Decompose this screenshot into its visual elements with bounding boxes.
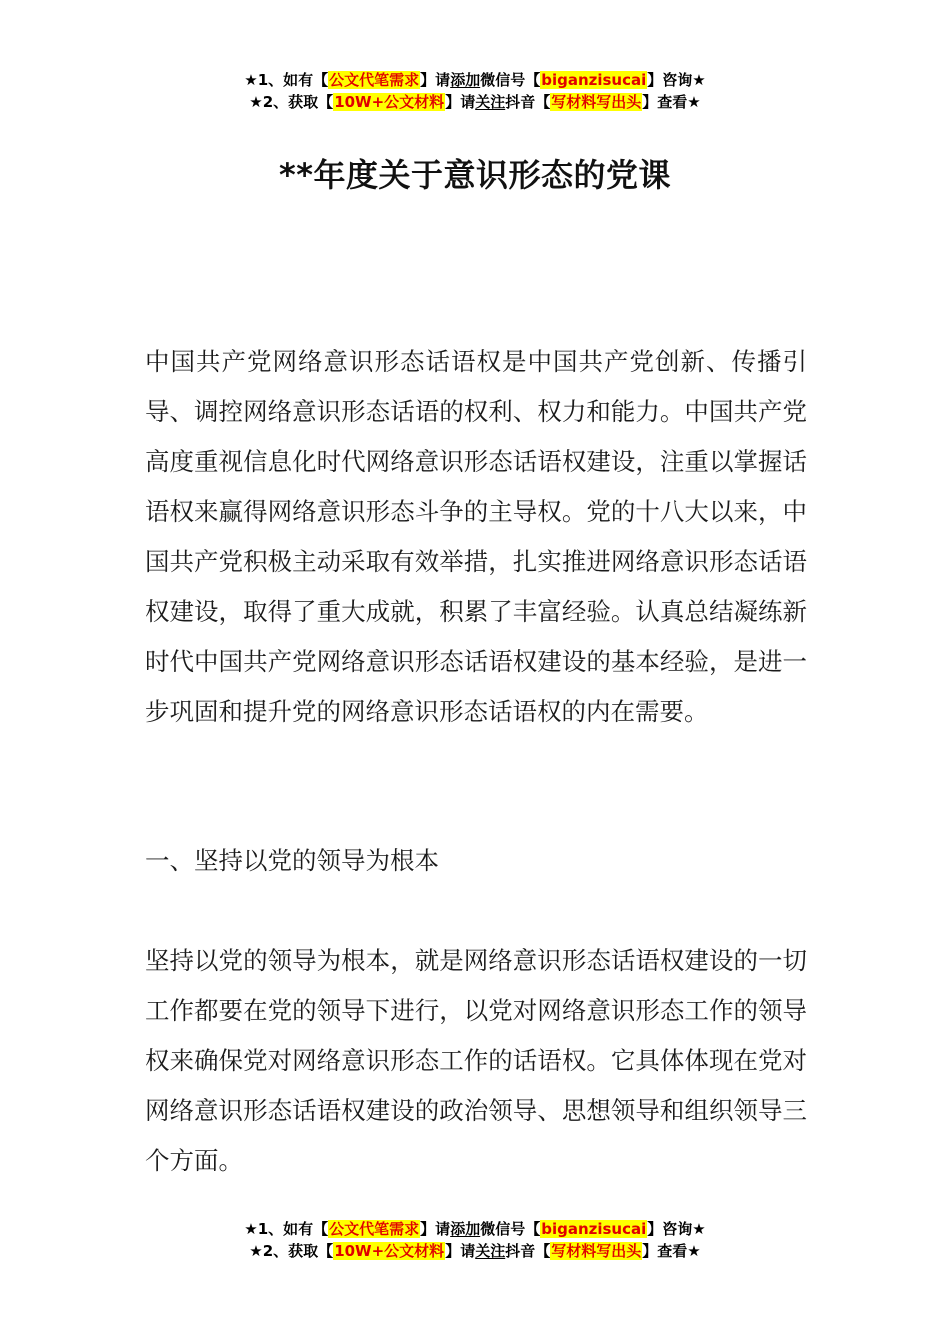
section-heading-1: 一、坚持以党的领导为根本 <box>145 846 439 875</box>
promo-line-1: ★1、如有【公文代笔需求】请添加微信号【biganzisucai】咨询★ <box>244 71 706 89</box>
paragraph-section-1: 坚持以党的领导为根本，就是网络意识形态话语权建设的一切工作都要在党的领导下进行，以党对网络意识形态工作的领导权来确保党对网络意识形态工作的话语权。它具体体现在党对网络意识形态话语权建设的政治领导、思想领导和组织领导三个方面。 <box>145 946 807 1175</box>
header-promo-banner <box>0 69 950 113</box>
promo-line-2: ★2、获取【10W+公文材料】请关注抖音【写材料写出头】查看★ <box>249 93 701 111</box>
promo-highlight-service: 公文代笔需求 <box>329 71 420 89</box>
footer-promo-banner <box>0 1218 950 1262</box>
promo-highlight-douyin: 写材料写出头 <box>551 1242 642 1260</box>
promo-highlight-wechat-id: biganzisucai <box>541 71 647 89</box>
promo-highlight-service: 公文代笔需求 <box>329 1220 420 1238</box>
promo-highlight-douyin: 写材料写出头 <box>551 93 642 111</box>
promo-highlight-materials: 10W+公文材料 <box>334 1242 445 1260</box>
promo-highlight-wechat-id: biganzisucai <box>541 1220 647 1238</box>
promo-line-1: ★1、如有【公文代笔需求】请添加微信号【biganzisucai】咨询★ <box>244 1220 706 1238</box>
promo-line-2: ★2、获取【10W+公文材料】请关注抖音【写材料写出头】查看★ <box>249 1242 701 1260</box>
paragraph-intro: 中国共产党网络意识形态话语权是中国共产党创新、传播引导、调控网络意识形态话语的权利、权力和能力。中国共产党高度重视信息化时代网络意识形态话语权建设，注重以掌握话语权来赢得网络意识形态斗争的主导权。党的十八大以来，中国共产党积极主动采取有效举措，扎实推进网络意识形态话语权建设，取得了重大成就，积累了丰富经验。认真总结凝练新时代中国共产党网络意识形态话语权建设的基本经验，是进一步巩固和提升党的网络意识形态话语权的内在需要。 <box>145 347 807 726</box>
document-title: **年度关于意识形态的党课 <box>279 156 671 194</box>
promo-highlight-materials: 10W+公文材料 <box>334 93 445 111</box>
